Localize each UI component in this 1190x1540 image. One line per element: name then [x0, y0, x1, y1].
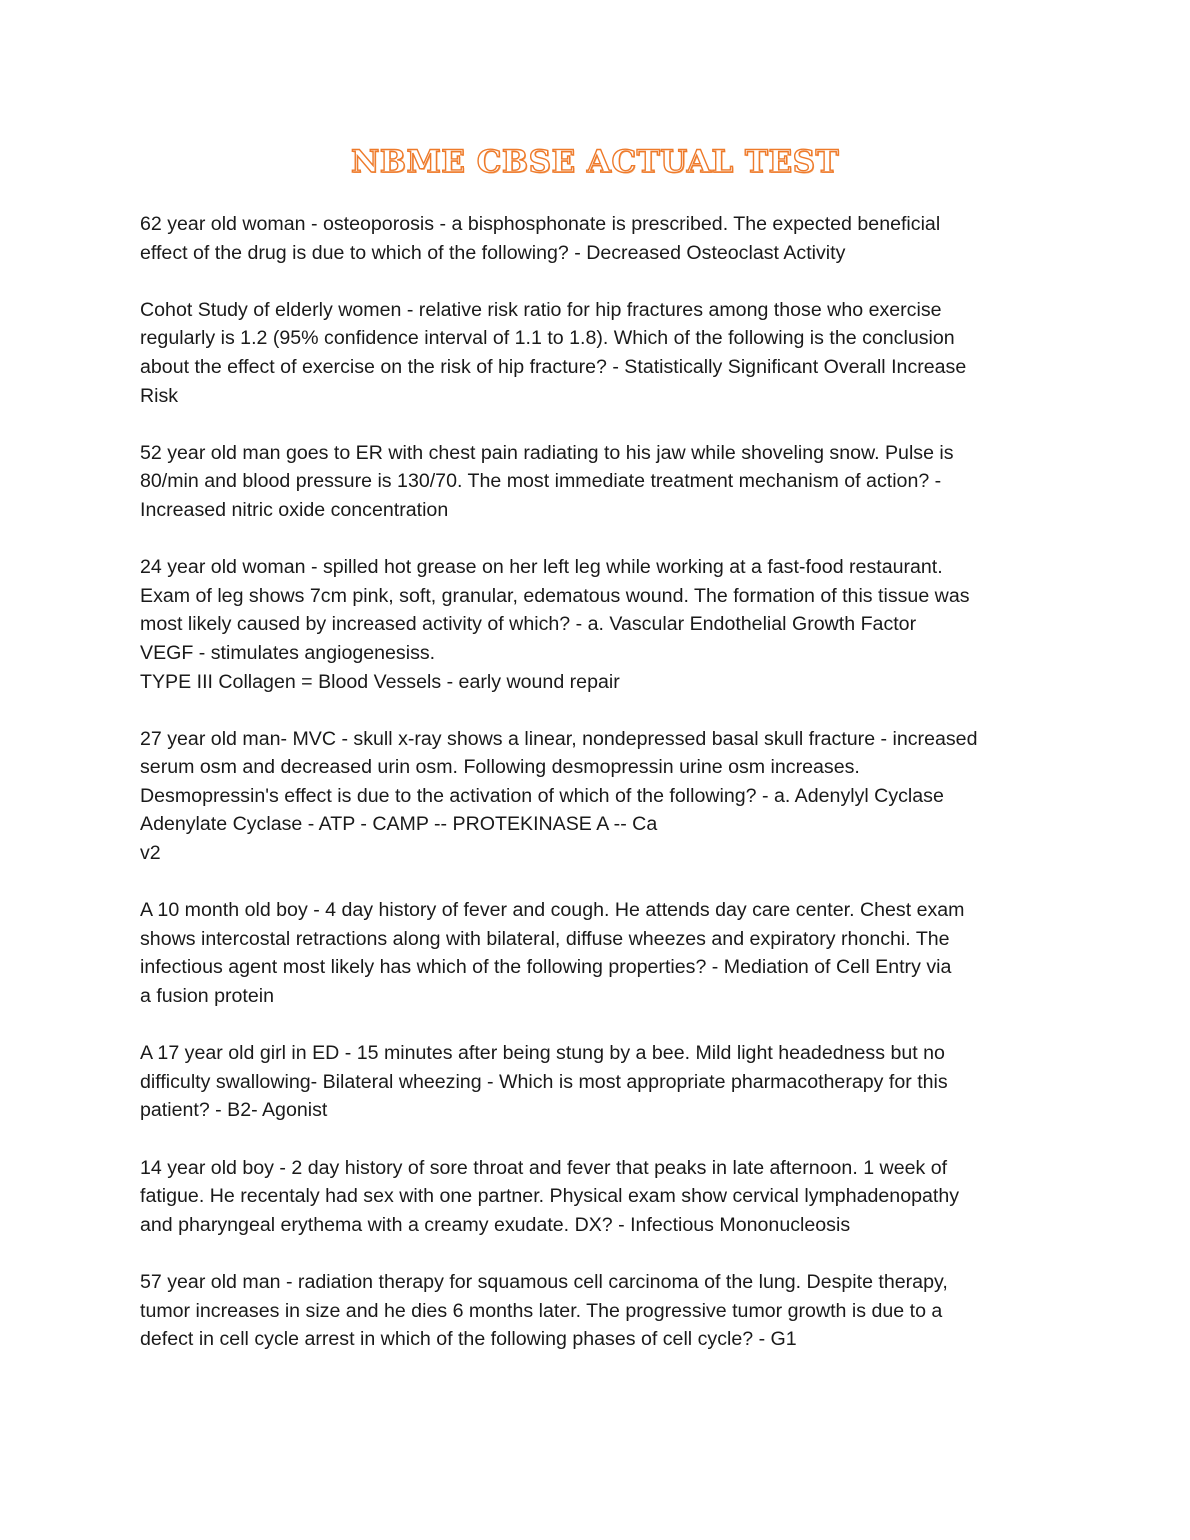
question-text-line: 14 year old boy - 2 day history of sore throat and fever that peaks in late afternoon. 1 week of	[140, 1156, 948, 1179]
question-text-line: VEGF - stimulates angiogenesiss.	[140, 641, 436, 664]
question-block	[140, 553, 1060, 696]
question-text-line: difficulty swallowing- Bilateral wheezing - Which is most appropriate pharmacotherapy for this	[140, 1070, 948, 1093]
question-text-line: regularly is 1.2 (95% confidence interval of 1.1 to 1.8). Which of the following is the conclusion	[140, 327, 955, 350]
question-text-line: TYPE III Collagen = Blood Vessels - early wound repair	[140, 670, 620, 693]
question-text-line: patient? - B2- Agonist	[140, 1099, 328, 1122]
question-block	[140, 439, 1060, 525]
question-text-line: 52 year old man goes to ER with chest pain radiating to his jaw while shoveling snow. Pulse is	[140, 441, 954, 464]
question-text-line: about the effect of exercise on the risk of hip fracture? - Statistically Significant Overall Increase	[140, 355, 967, 378]
question-text-line: A 17 year old girl in ED - 15 minutes after being stung by a bee. Mild light headedness but no	[140, 1042, 945, 1065]
question-block	[140, 296, 1060, 410]
question-text-line: Adenylate Cyclase - ATP - CAMP -- PROTEKINASE A -- Ca	[140, 813, 658, 836]
question-text-line: 62 year old woman - osteoporosis - a bisphosphonate is prescribed. The expected beneficial	[140, 213, 941, 235]
question-text-line: Exam of leg shows 7cm pink, soft, granular, edematous wound. The formation of this tissue was	[140, 584, 970, 607]
question-text-line: v2	[140, 842, 161, 865]
question-text-line: infectious agent most likely has which of the following properties? - Mediation of Cell Entry via	[140, 956, 952, 979]
question-text-line: A 10 month old boy - 4 day history of fever and cough. He attends day care center. Chest exam	[140, 899, 965, 922]
question-block	[140, 1268, 1060, 1354]
question-text-line: shows intercostal retractions along with bilateral, diffuse wheezes and expiratory rhonchi. The	[140, 927, 950, 950]
question-text-line: 24 year old woman - spilled hot grease on her left leg while working at a fast-food restaurant.	[140, 556, 943, 579]
question-block	[140, 896, 1060, 1010]
document-title: NBME CBSE ACTUAL TEST	[350, 144, 840, 180]
question-text-line: Cohot Study of elderly women - relative risk ratio for hip fractures among those who exercise	[140, 298, 942, 321]
question-block	[140, 725, 1060, 868]
question-text-line: Increased nitric oxide concentration	[140, 498, 449, 521]
question-text-line: tumor increases in size and he dies 6 months later. The progressive tumor growth is due to a	[140, 1299, 943, 1322]
question-text-line: Risk	[140, 384, 179, 407]
question-text-line: serum osm and decreased urin osm. Following desmopressin urine osm increases.	[140, 756, 860, 779]
question-text-line: defect in cell cycle arrest in which of the following phases of cell cycle? - G1	[140, 1328, 797, 1351]
question-block	[140, 1154, 1060, 1240]
question-text-line: 57 year old man - radiation therapy for squamous cell carcinoma of the lung. Despite therapy,	[140, 1270, 948, 1293]
question-text-line: fatigue. He recentaly had sex with one partner. Physical exam show cervical lymphadenopathy	[140, 1185, 960, 1208]
question-text-line: and pharyngeal erythema with a creamy exudate. DX? - Infectious Mononucleosis	[140, 1213, 851, 1236]
question-text-line: a fusion protein	[140, 985, 274, 1008]
question-block	[140, 1039, 1060, 1125]
question-text-line: 27 year old man- MVC - skull x-ray shows a linear, nondepressed basal skull fracture - increased	[140, 727, 978, 750]
question-text-line: Desmopressin's effect is due to the activation of which of the following? - a. Adenylyl Cyclase	[140, 784, 944, 807]
question-text-line: most likely caused by increased activity of which? - a. Vascular Endothelial Growth Factor	[140, 613, 917, 636]
document-body	[140, 210, 1060, 1382]
question-block	[140, 210, 1060, 267]
question-text-line: 80/min and blood pressure is 130/70. The most immediate treatment mechanism of action? -	[140, 470, 942, 493]
question-text-line: effect of the drug is due to which of the following? - Decreased Osteoclast Activity	[140, 241, 846, 264]
